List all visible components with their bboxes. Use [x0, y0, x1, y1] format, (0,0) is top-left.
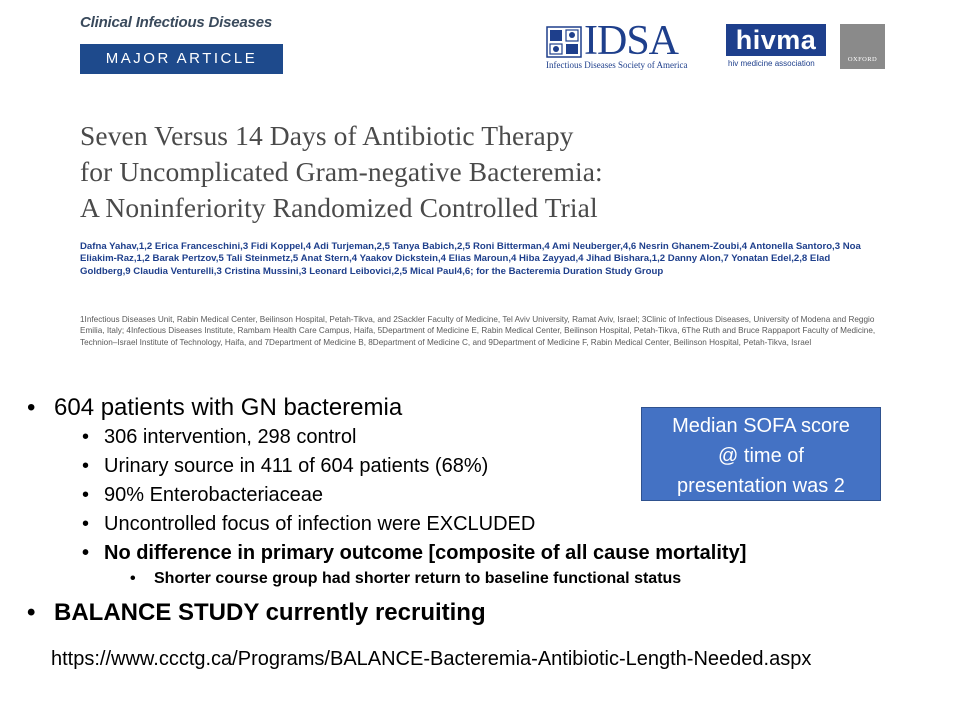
idsa-logo [546, 18, 718, 70]
sofa-callout-box [641, 407, 881, 501]
affiliations: 1Infectious Diseases Unit, Rabin Medical Center, Beilinson Hospital, Petah-Tikva, and 2Sackler Faculty of Medicine, Tel Aviv University, Ramat Aviv, Israel; 3Clinic of Infectious Diseases, University of Modena and Reggio Emilia, Italy; 4Infectious Diseases Institute, Rambam Health Care Campus, Haifa, 5Department of Medicine E, Rabin Medical Center, Beilinson Hospital, Petah-Tikva, 6The Ruth and Bruce Rappaport Faculty of Medicine, Technion–Israel Institute of Technology, Haifa, and 7Department of Medicine B, 8Department of Medicine C, and 9Department of Medicine F, Rabin Medical Center, Beilinson Hospital, Petah-Tikva, Israel [80, 315, 876, 347]
sub-bullet-urinary-source: • Urinary source in 411 of 604 patients (68%) [27, 452, 927, 481]
author-list: Dafna Yahav,1,2 Erica Franceschini,3 Fidi Koppel,4 Adi Turjeman,2,5 Tanya Babich,2,5 Roni Bitterman,4 Ami Neuberger,4,6 Nesrin Ghanem-Zoubi,4 Antonella Santoro,3 Noa Eliakim-Raz,1,2 Barak Pertzov,5 Tali Steinmetz,5 Anat Stern,4 Yaakov Dickstein,4 Elias Maroun,4 Hiba Zayyad,4 Jihad Bishara,1,2 Danny Alon,7 Yonatan Edel,2,8 Elad Goldberg,9 Claudia Venturelli,3 Cristina Mussini,3 Leonard Leibovici,2,5 Mical Paul4,6; for the Bacteremia Duration Study Group [80, 241, 861, 277]
bullet-patients: • 604 patients with GN bacteremia [27, 393, 927, 423]
oxford-logo [840, 24, 885, 69]
title-line-2: for Uncomplicated Gram-negative Bacteremia: [80, 156, 603, 187]
article-title [80, 118, 780, 226]
title-line-3: A Noninferiority Randomized Controlled Trial [80, 192, 598, 223]
sofa-line-1: Median SOFA score [672, 415, 850, 437]
hivma-wordmark: hivma [726, 24, 826, 56]
hivma-subtitle: hiv medicine association [728, 59, 815, 68]
sofa-line-3: presentation was 2 [677, 475, 845, 497]
oxford-wordmark: OXFORD [847, 56, 878, 63]
idsa-emblem-icon [546, 24, 582, 60]
sofa-line-2: @ time of [718, 445, 804, 467]
bullet-gap [27, 590, 927, 598]
bullet-balance-study: • BALANCE STUDY currently recruiting [27, 598, 927, 628]
title-line-1: Seven Versus 14 Days of Antibiotic Therapy [80, 120, 574, 151]
hivma-logo [726, 24, 826, 70]
sub-bullet-excluded: • Uncontrolled focus of infection were EXCLUDED [27, 510, 927, 539]
article-type-banner: MAJOR ARTICLE [80, 44, 283, 74]
journal-name: Clinical Infectious Diseases [80, 14, 272, 31]
sub-bullet-arms: • 306 intervention, 298 control [27, 423, 927, 452]
sub-bullet-primary-outcome: • No difference in primary outcome [composite of all cause mortality] [27, 539, 927, 568]
sub-sub-bullet-functional-status: • Shorter course group had shorter return to baseline functional status [27, 568, 927, 590]
sub-bullet-enterobacteriaceae: • 90% Enterobacteriaceae [27, 481, 927, 510]
idsa-wordmark: IDSA [584, 18, 679, 64]
balance-study-url[interactable]: https://www.ccctg.ca/Programs/BALANCE-Bacteremia-Antibiotic-Length-Needed.aspx [51, 648, 812, 670]
idsa-subtitle: Infectious Diseases Society of America [546, 60, 688, 70]
